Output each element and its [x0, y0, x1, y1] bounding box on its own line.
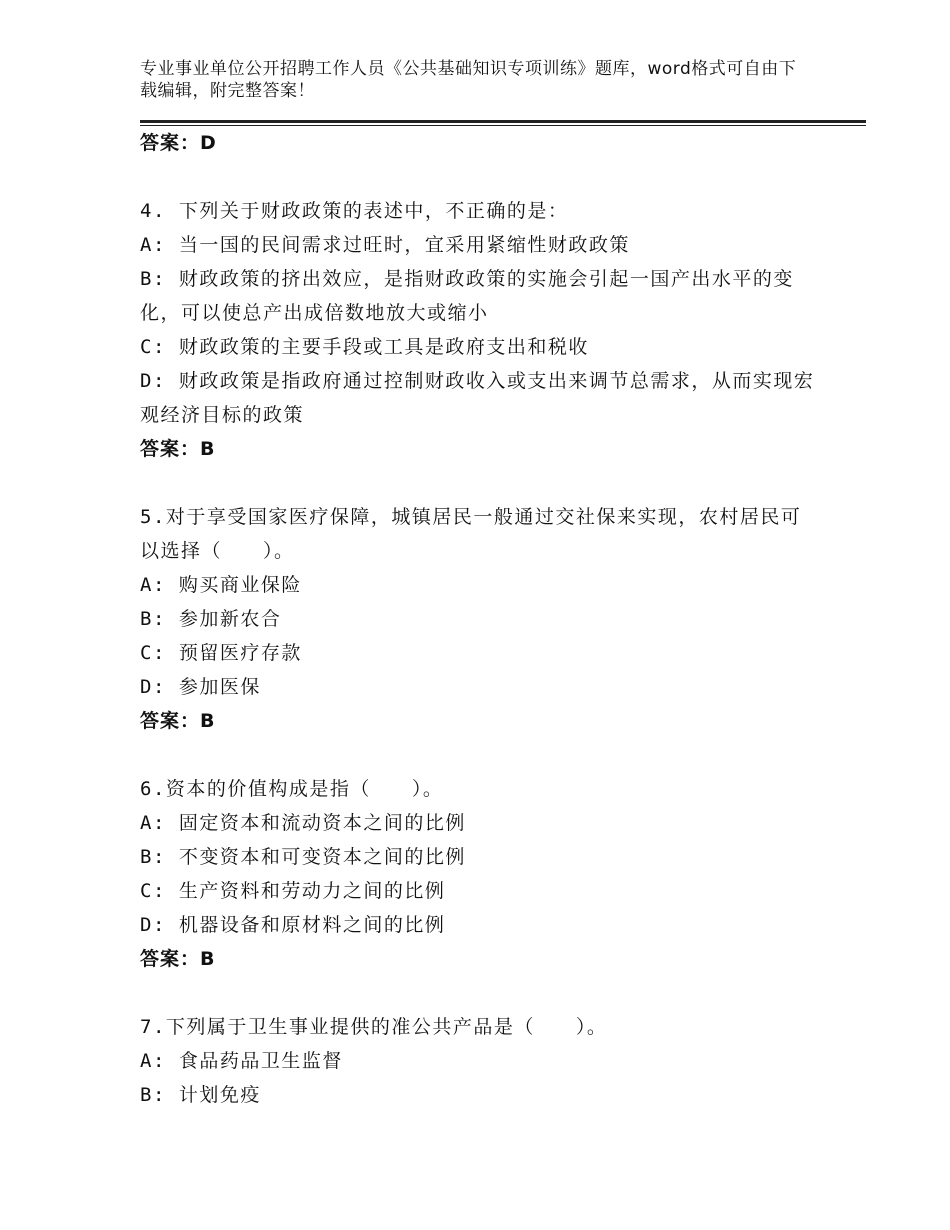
option-a: A: 固定资本和流动资本之间的比例	[140, 812, 466, 834]
option-a: A: 当一国的民间需求过旺时，宜采用紧缩性财政政策	[140, 234, 630, 256]
option-c: C: 预留医疗存款	[140, 642, 302, 664]
spacer	[140, 160, 820, 194]
option-a: A: 购买商业保险	[140, 574, 302, 596]
question-list	[140, 126, 820, 1112]
spacer	[140, 738, 820, 772]
header-rule-thick	[140, 120, 866, 123]
option-b: B: 财政政策的挤出效应，是指财政政策的实施会引起一国产出水平的变化，可以使总产出成倍数地放大或缩小	[140, 268, 794, 324]
option-c: C: 财政政策的主要手段或工具是政府支出和税收	[140, 336, 589, 358]
option-a: A: 食品药品卫生监督	[140, 1050, 343, 1072]
option-c: C: 生产资料和劳动力之间的比例	[140, 880, 446, 902]
question-stem: 4. 下列关于财政政策的表述中，不正确的是：	[140, 200, 569, 222]
page-header: 专业事业单位公开招聘工作人员《公共基础知识专项训练》题库，word格式可自由下载编辑，附完整答案！	[140, 59, 797, 101]
question-block	[140, 772, 820, 976]
answer-line: 答案：D	[140, 132, 217, 154]
answer-line: 答案：B	[140, 710, 216, 732]
option-b: B: 不变资本和可变资本之间的比例	[140, 846, 466, 868]
option-b: B: 计划免疫	[140, 1084, 261, 1106]
answer-line: 答案：B	[140, 948, 216, 970]
question-block	[140, 194, 820, 466]
spacer	[140, 976, 820, 1010]
question-stem: 7.下列属于卫生事业提供的准公共产品是（ ）。	[140, 1016, 608, 1038]
answer-line: 答案：B	[140, 438, 216, 460]
option-b: B: 参加新农合	[140, 608, 282, 630]
option-d: D: 机器设备和原材料之间的比例	[140, 914, 446, 936]
question-stem: 6.资本的价值构成是指（ ）。	[140, 778, 444, 800]
question-block	[140, 500, 820, 738]
question-block	[140, 1010, 820, 1112]
option-d: D: 财政政策是指政府通过控制财政收入或支出来调节总需求，从而实现宏观经济目标的政策	[140, 370, 815, 426]
spacer	[140, 466, 820, 500]
option-d: D: 参加医保	[140, 676, 261, 698]
question-stem: 5.对于享受国家医疗保障，城镇居民一般通过交社保来实现，农村居民可以选择（ ）。	[140, 506, 802, 562]
